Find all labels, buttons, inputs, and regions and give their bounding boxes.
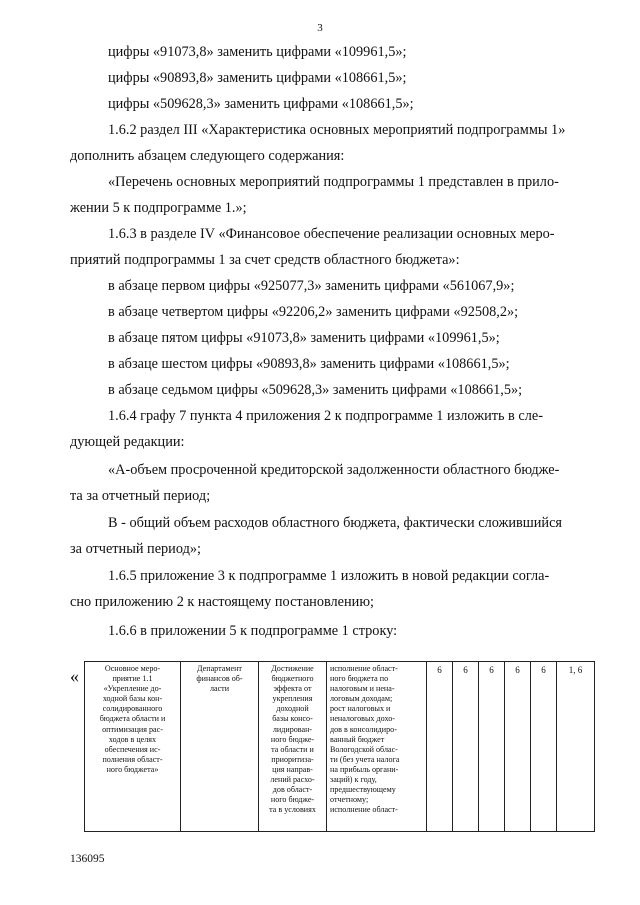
paragraph-line: «А-объем просроченной кредиторской задолженности областного бюдже-: [108, 462, 560, 478]
paragraph-line: в абзаце четвертом цифры «92206,2» заменить цифрами «92508,2»;: [108, 304, 519, 320]
paragraph-line: за отчетный период»;: [70, 541, 201, 557]
paragraph-line: 1.6.5 приложение 3 к подпрограмме 1 изложить в новой редакции согла-: [108, 568, 550, 584]
executor: Департамент финансов об- ласти: [196, 664, 243, 694]
paragraph-line: та за отчетный период;: [70, 488, 211, 504]
table-value-cell: 6: [479, 662, 505, 832]
table-cell: [181, 662, 259, 832]
paragraph-line: в абзаце шестом цифры «90893,8» заменить цифрами «108661,5»;: [108, 356, 510, 372]
table-cell: [259, 662, 327, 832]
page-number: 3: [317, 22, 323, 34]
paragraph-line: дующей редакции:: [70, 434, 185, 450]
paragraph-line: цифры «90893,8» заменить цифрами «108661,5»;: [108, 70, 407, 86]
activity-table: [84, 661, 595, 832]
paragraph-line: 1.6.6 в приложении 5 к подпрограмме 1 строку:: [108, 623, 398, 639]
expected-result: Достижение бюджетного эффекта от укрепления доходной базы консо- лидирован- ного бюдже- та области и приоритиза- ция направ- лений расхо- дов област- ного бюдже- та в условиях: [269, 664, 316, 815]
paragraph-line: дополнить абзацем следующего содержания:: [70, 148, 345, 164]
paragraph-line: в абзаце первом цифры «925077,3» заменить цифрами «561067,9»;: [108, 278, 515, 294]
table-value-cell: 6: [505, 662, 531, 832]
paragraph-line: 1.6.4 графу 7 пункта 4 приложения 2 к подпрограмме 1 изложить в сле-: [108, 408, 543, 424]
paragraph-line: жении 5 к подпрограмме 1.»;: [70, 200, 247, 216]
paragraph-line: В - общий объем расходов областного бюджета, фактически сложившийся: [108, 515, 563, 531]
table-row: [85, 662, 595, 832]
paragraph-line: цифры «91073,8» заменить цифрами «109961,5»;: [108, 44, 407, 60]
table-value-cell: 6: [453, 662, 479, 832]
paragraph-line: в абзаце пятом цифры «91073,8» заменить цифрами «109961,5»;: [108, 330, 500, 346]
paragraph-line: сно приложению 2 к настоящему постановлению;: [70, 594, 374, 610]
table-value-cell: 6: [531, 662, 557, 832]
paragraph-line: 1.6.3 в разделе IV «Финансовое обеспечение реализации основных меро-: [108, 226, 555, 242]
table-value-cell: 1, 6: [557, 662, 595, 832]
document-code: 136095: [70, 853, 105, 865]
indicators: исполнение област- ного бюджета по налоговым и нена- логовым доходам; рост налоговых и неналоговых дохо- дов в консолидиро- ванный бюджет Вологодской облас- ти (без учета налога на прибыль органи- заций) к году, предшествующему отчетному; исполнение област-: [330, 664, 400, 815]
table-cell: [85, 662, 181, 832]
table-cell: [327, 662, 427, 832]
table-value-cell: 6: [427, 662, 453, 832]
activity-name: Основное меро- приятие 1.1 «Укрепление до- ходной базы кон- солидированного бюджета области и оптимизация рас- ходов в целях обеспечения ис- полнения област- ного бюджета»: [99, 664, 166, 774]
paragraph-line: цифры «509628,3» заменить цифрами «108661,5»;: [108, 96, 414, 112]
opening-quote: «: [70, 666, 79, 686]
paragraph-line: 1.6.2 раздел III «Характеристика основных мероприятий подпрограммы 1»: [108, 122, 566, 138]
paragraph-line: в абзаце седьмом цифры «509628,3» заменить цифрами «108661,5»;: [108, 382, 523, 398]
paragraph-line: «Перечень основных мероприятий подпрограммы 1 представлен в прило-: [108, 174, 559, 190]
paragraph-line: приятий подпрограммы 1 за счет средств областного бюджета»:: [70, 252, 460, 268]
